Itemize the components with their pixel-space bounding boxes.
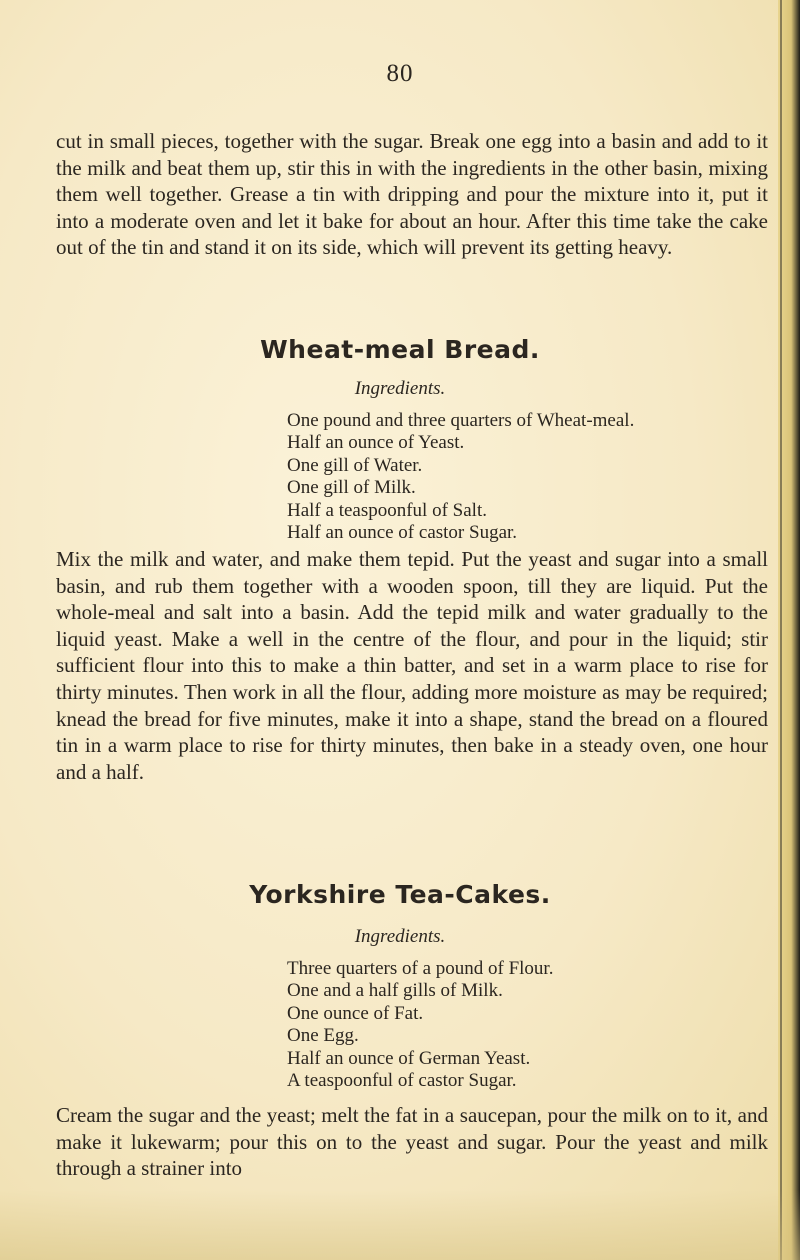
wheatmeal-title: Wheat-meal Bread. (260, 335, 540, 364)
ingredient-item: One gill of Milk. (287, 477, 416, 499)
intro-paragraph: cut in small pieces, together with the sugar. Break one egg into a basin and add to it the milk and beat them up, stir this in with the ingredients in the other basin, mixing them well together. Grease a tin with dripping and pour the mixture into it, put it into a moderate oven and let it bake for about an hour. After this time take the cake out of the tin and stand it on its side, which will prevent its getting heavy. (56, 129, 768, 260)
ingredient-item: One and a half gills of Milk. (287, 980, 503, 1002)
wheatmeal-ingredients (0, 410, 800, 544)
yorkshire-title: Yorkshire Tea-Cakes. (249, 880, 551, 909)
ingredient-item: A teaspoonful of castor Sugar. (287, 1070, 517, 1092)
ingredient-item: Half an ounce of castor Sugar. (287, 522, 518, 544)
ingredient-item: Half an ounce of German Yeast. (287, 1047, 531, 1069)
yorkshire-method: Cream the sugar and the yeast; melt the fat in a saucepan, pour the milk on to it, and make it lukewarm; pour this on to the yeast and sugar. Pour the yeast and milk through a strainer into (56, 1103, 768, 1181)
yorkshire-subtitle: Ingredients. (354, 926, 446, 947)
ingredient-item: Half an ounce of Yeast. (287, 432, 465, 454)
yorkshire-ingredients (0, 958, 800, 1092)
ingredient-item: Half a teaspoonful of Salt. (287, 499, 487, 521)
ingredient-item: One gill of Water. (287, 454, 423, 476)
ingredient-item: Three quarters of a pound of Flour. (287, 958, 554, 979)
wheatmeal-subtitle: Ingredients. (354, 378, 446, 399)
bottom-smudge (0, 1190, 800, 1260)
ingredient-item: One ounce of Fat. (287, 1002, 424, 1024)
ingredient-item: One pound and three quarters of Wheat-meal. (287, 410, 635, 431)
wheatmeal-method: Mix the milk and water, and make them tepid. Put the yeast and sugar into a small basin, and rub them together with a wooden spoon, till they are liquid. Put the whole-meal and salt into a basin. Add the tepid milk and water gradually to the liquid yeast. Make a well in the centre of the flour, and pour in the liquid; stir sufficient flour into this to make a thin batter, and set in a warm place to rise for thirty minutes. Then work in all the flour, adding more moisture as may be required; knead the bread for five minutes, make it into a shape, stand the bread on a floured tin in a warm place to rise for thirty minutes, then bake in a steady oven, one hour and a half. (56, 547, 768, 784)
ingredient-item: One Egg. (287, 1025, 359, 1047)
page-number: 80 (386, 60, 414, 87)
